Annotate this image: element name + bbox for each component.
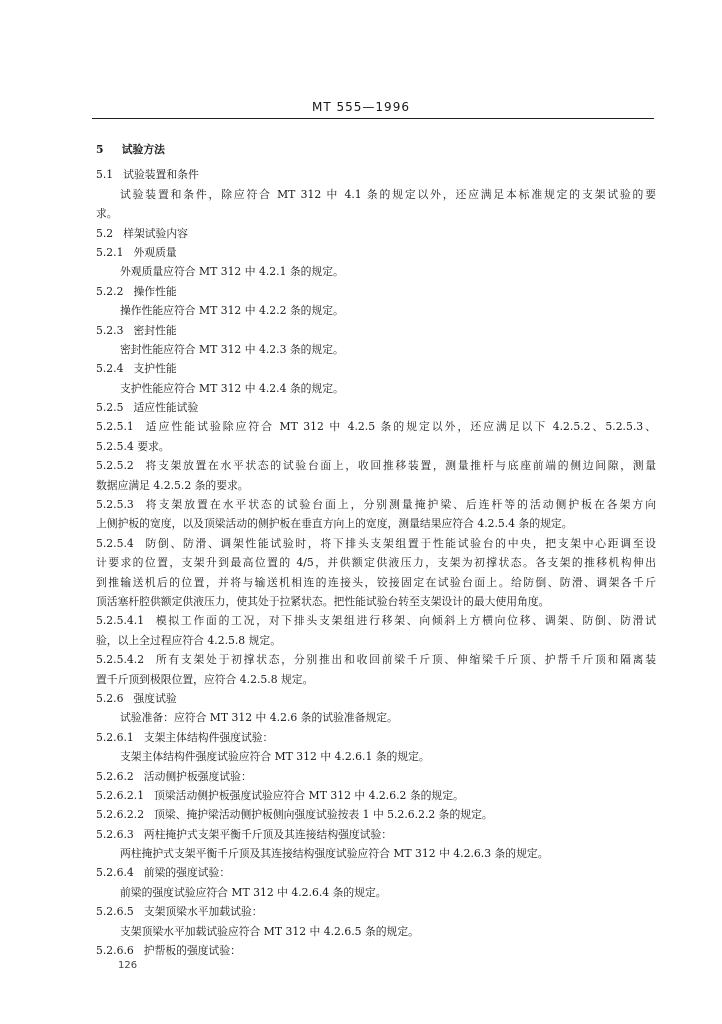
clause-5-2-6-6-heading: 5.2.6.6 护帮板的强度试验： [96,944,241,958]
clause-5-2-5-4-cont-1: 计要求的位置，支架升到最高位置的 4/5，并供额定供液压力，支架为初撑状态。各支架的推移机构伸出 [96,556,656,570]
clause-5-2-6-2-heading: 5.2.6.2 活动侧护板强度试验： [96,769,252,783]
clause-5-2-6-1-text: 支架主体结构件强度试验应符合 MT 312 中 4.2.6.1 条的规定。 [120,750,430,764]
clause-5-1-text-cont: 求。 [96,207,118,221]
clause-5-2-6-5-text: 支架顶梁水平加载试验应符合 MT 312 中 4.2.6.5 条的规定。 [120,924,419,938]
clause-5-2-3-text: 密封性能应符合 MT 312 中 4.2.3 条的规定。 [120,342,344,356]
clause-5-2-4-text: 支护性能应符合 MT 312 中 4.2.4 条的规定。 [120,381,344,395]
clause-5-2-5-4-2-cont: 置千斤顶到极限位置，应符合 4.2.5.8 规定。 [96,672,314,686]
page-header: MT 555—1996 [312,100,410,114]
clause-5-2-5-1-cont: 5.2.5.4 要求。 [96,439,170,453]
clause-5-1-text: 试验装置和条件，除应符合 MT 312 中 4.1 条的规定以外，还应满足本标准规定的支架试验的要 [120,187,656,201]
clause-5-2-1-heading: 5.2.1 外观质量 [96,245,177,259]
clause-5-2-3-heading: 5.2.3 密封性能 [96,323,177,337]
clause-5-2-6-3-heading: 5.2.6.3 两柱掩护式支架平衡千斤顶及其连接结构强度试验： [96,827,393,841]
clause-5-2-5-4-cont-2: 到推输送机后的位置，并将与输送机相连的连接头，铰接固定在试验台面上。给防倒、防滑、调架各千斤 [96,575,656,589]
clause-5-2-6-1-heading: 5.2.6.1 支架主体结构件强度试验： [96,730,274,744]
clause-5-2-5-2-cont: 数据应满足 4.2.5.2 条的要求。 [96,478,249,492]
clause-5-1-heading: 5.1 试验装置和条件 [96,168,199,182]
clause-5-2-5-4: 5.2.5.4 防倒、防滑、调架性能试验时，将下排头支架组置于性能试验台的中央，把支架中心距调至设 [96,536,656,550]
clause-5-2-4-heading: 5.2.4 支护性能 [96,362,177,376]
clause-5-2-6-2-2: 5.2.6.2.2 顶梁、掩护梁活动侧护板侧向强度试验按表 1 中 5.2.6.2.2 条的规定。 [96,808,493,822]
clause-5-2-5-3-cont: 上侧护板的宽度，以及顶梁活动的侧护板在垂直方向上的宽度，测量结果应符合 4.2.5.4 条的规定。 [96,517,573,531]
clause-5-2-5-3: 5.2.5.3 将支架放置在水平状态的试验台面上，分别测量掩护梁、后连杆等的活动侧护板在各架方向 [96,498,656,512]
clause-5-2-6-4-heading: 5.2.6.4 前梁的强度试验： [96,866,231,880]
clause-5-2-2-heading: 5.2.2 操作性能 [96,284,177,298]
clause-5-2-5-1: 5.2.5.1 适应性能试验除应符合 MT 312 中 4.2.5 条的规定以外，还应满足以下 4.2.5.2、5.2.5.3、 [96,420,656,434]
clause-5-2-5-2: 5.2.5.2 将支架放置在水平状态的试验台面上，收回推移装置，测量推杆与底座前端的侧边间隙，测量 [96,459,656,473]
clause-5-2-5-heading: 5.2.5 适应性能试验 [96,401,199,415]
clause-5-2-6-2-1: 5.2.6.2.1 顶梁活动侧护板强度试验应符合 MT 312 中 4.2.6.2 条的规定。 [96,788,464,802]
clause-5-2-2-text: 操作性能应符合 MT 312 中 4.2.2 条的规定。 [120,304,344,318]
clause-5-2-6-4-text: 前梁的强度试验应符合 MT 312 中 4.2.6.4 条的规定。 [120,885,387,899]
document-body [96,140,656,960]
header-rule [92,118,654,119]
clause-5-2-1-text: 外观质量应符合 MT 312 中 4.2.1 条的规定。 [120,265,344,279]
clause-5-2-6-3-text: 两柱掩护式支架平衡千斤顶及其连接结构强度试验应符合 MT 312 中 4.2.6.3 条的规定。 [120,847,549,861]
clause-5-2-5-4-2: 5.2.5.4.2 所有支架处于初撑状态，分别推出和收回前梁千斤顶、伸缩梁千斤顶、护帮千斤顶和隔离装 [96,653,656,667]
clause-5-2-6-heading: 5.2.6 强度试验 [96,691,177,705]
page-number: 126 [118,960,138,971]
clause-5-2-5-4-cont-3: 顶活塞杆腔供额定供液压力，使其处于拉紧状态。把性能试验台转至支架设计的最大使用角度。 [96,594,550,608]
clause-5-2-6-5-heading: 5.2.6.5 支架顶梁水平加载试验： [96,905,263,919]
clause-5-2-5-4-1: 5.2.5.4.1 模拟工作面的工况，对下排头支架组进行移架、向倾斜上方横向位移、调架、防倒、防滑试 [96,614,656,628]
clause-5-2-5-4-1-cont: 验，以上全过程应符合 4.2.5.8 规定。 [96,633,281,647]
section-heading: 5 试验方法 [96,143,165,156]
clause-5-2-heading: 5.2 样架试验内容 [96,226,188,240]
clause-5-2-6-text: 试验准备：应符合 MT 312 中 4.2.6 条的试验准备规定。 [120,711,398,725]
